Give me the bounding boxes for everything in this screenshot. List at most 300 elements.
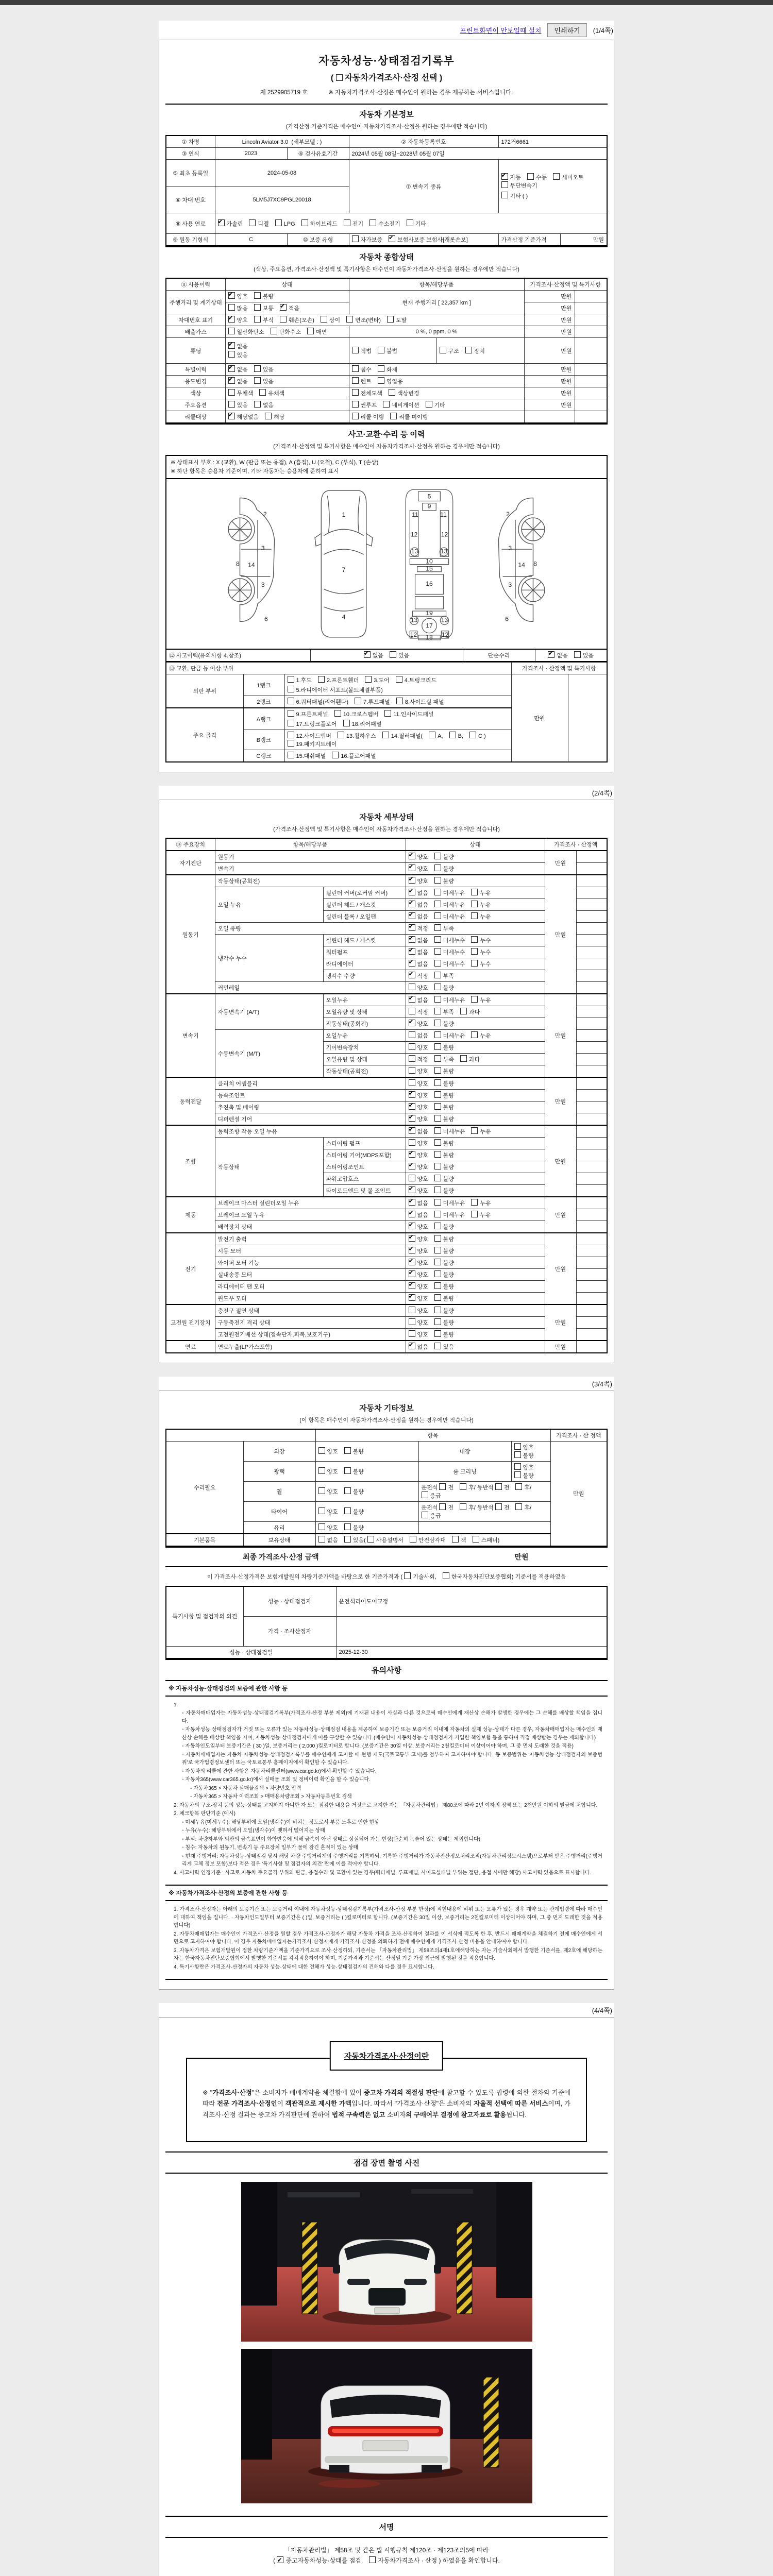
price-entry[interactable] xyxy=(576,1113,607,1126)
price-entry[interactable] xyxy=(576,1209,607,1221)
checkbox-option[interactable] xyxy=(409,853,428,861)
checkbox-option[interactable] xyxy=(228,377,248,385)
checkbox-option[interactable] xyxy=(387,316,407,324)
checkbox[interactable] xyxy=(434,901,441,907)
checkbox-option[interactable] xyxy=(434,1187,454,1195)
checkbox-option[interactable] xyxy=(280,304,299,312)
checkbox[interactable] xyxy=(471,960,478,967)
checkbox[interactable] xyxy=(409,1223,415,1229)
checkbox[interactable] xyxy=(434,984,441,990)
checkbox[interactable] xyxy=(254,401,261,408)
option-entry[interactable] xyxy=(575,399,607,411)
checkbox[interactable] xyxy=(471,948,478,955)
checkbox[interactable] xyxy=(396,698,403,704)
price-entry[interactable] xyxy=(576,1185,607,1197)
checkbox-option[interactable] xyxy=(434,1235,454,1243)
checkbox[interactable] xyxy=(409,1211,415,1217)
checkbox[interactable] xyxy=(228,292,235,299)
checkbox-option[interactable] xyxy=(434,948,465,956)
checkbox-option[interactable] xyxy=(288,698,349,706)
checkbox-option[interactable] xyxy=(343,720,382,728)
checkbox-option[interactable] xyxy=(271,328,301,336)
checkbox-option[interactable] xyxy=(434,1127,465,1136)
checkbox-option[interactable] xyxy=(336,71,438,83)
vin-mark-entry[interactable] xyxy=(575,314,607,326)
checkbox-option[interactable] xyxy=(409,1008,428,1016)
checkbox-option[interactable] xyxy=(352,347,372,355)
checkbox-option[interactable] xyxy=(254,292,274,300)
checkbox[interactable] xyxy=(343,720,350,726)
checkbox-option[interactable] xyxy=(434,1115,454,1123)
checkbox[interactable] xyxy=(334,710,341,717)
checkbox-option[interactable] xyxy=(409,1187,428,1195)
checkbox[interactable] xyxy=(434,936,441,943)
checkbox[interactable] xyxy=(228,328,235,334)
checkbox[interactable] xyxy=(471,1127,478,1134)
checkbox[interactable] xyxy=(434,1211,441,1217)
checkbox-option[interactable] xyxy=(318,1507,338,1516)
checkbox-option[interactable] xyxy=(449,732,463,739)
checkbox-option[interactable] xyxy=(439,1503,453,1512)
checkbox-option[interactable] xyxy=(434,1307,454,1315)
rank-entry[interactable] xyxy=(568,674,607,762)
checkbox[interactable] xyxy=(471,1211,478,1217)
checkbox[interactable] xyxy=(429,732,435,738)
checkbox[interactable] xyxy=(228,389,235,396)
checkbox-option[interactable] xyxy=(434,1259,454,1267)
checkbox-option[interactable] xyxy=(249,219,268,228)
checkbox-option[interactable] xyxy=(265,413,284,421)
checkbox[interactable] xyxy=(318,1536,325,1543)
checkbox-option[interactable] xyxy=(514,1471,534,1480)
price-entry[interactable] xyxy=(576,1245,607,1257)
checkbox[interactable] xyxy=(259,389,266,396)
checkbox[interactable] xyxy=(318,1487,325,1494)
checkbox[interactable] xyxy=(409,1020,415,1026)
checkbox-option[interactable] xyxy=(280,316,314,324)
checkbox[interactable] xyxy=(389,235,395,242)
checkbox-option[interactable] xyxy=(332,752,376,760)
checkbox[interactable] xyxy=(228,342,235,349)
checkbox[interactable] xyxy=(434,972,441,978)
checkbox-option[interactable] xyxy=(409,889,428,897)
checkbox-option[interactable] xyxy=(228,413,259,421)
checkbox-option[interactable] xyxy=(429,732,443,739)
checkbox[interactable] xyxy=(434,912,441,919)
checkbox-option[interactable] xyxy=(404,1572,436,1581)
checkbox-option[interactable] xyxy=(409,1330,428,1338)
checkbox[interactable] xyxy=(471,901,478,907)
checkbox[interactable] xyxy=(471,1031,478,1038)
checkbox[interactable] xyxy=(471,1199,478,1206)
checkbox[interactable] xyxy=(271,328,277,334)
price-entry[interactable] xyxy=(576,982,607,994)
checkbox[interactable] xyxy=(409,1318,415,1325)
price-entry[interactable] xyxy=(576,1304,607,1317)
checkbox-option[interactable] xyxy=(344,1536,364,1544)
checkbox-option[interactable] xyxy=(434,1067,454,1075)
checkbox-option[interactable] xyxy=(409,1163,428,1171)
checkbox-option[interactable] xyxy=(495,1483,510,1492)
checkbox-option[interactable] xyxy=(409,1223,428,1231)
checkbox[interactable] xyxy=(378,365,384,372)
checkbox-option[interactable] xyxy=(344,219,363,228)
checkbox-option[interactable] xyxy=(288,740,337,748)
price-entry[interactable] xyxy=(576,1317,607,1329)
price-entry[interactable] xyxy=(576,1161,607,1173)
checkbox-option[interactable] xyxy=(434,877,454,885)
price-entry[interactable] xyxy=(576,1329,607,1341)
checkbox[interactable] xyxy=(301,219,308,226)
checkbox-option[interactable] xyxy=(352,413,384,421)
checkbox[interactable] xyxy=(318,1447,325,1454)
checkbox-option[interactable] xyxy=(254,365,274,374)
checkbox-option[interactable] xyxy=(514,1463,534,1471)
checkbox-option[interactable] xyxy=(434,1008,454,1016)
checkbox[interactable] xyxy=(514,1443,521,1450)
checkbox[interactable] xyxy=(434,1175,441,1181)
checkbox[interactable] xyxy=(352,413,359,419)
checkbox[interactable] xyxy=(288,698,294,704)
checkbox[interactable] xyxy=(473,1536,479,1543)
checkbox[interactable] xyxy=(434,853,441,859)
checkbox[interactable] xyxy=(465,347,472,353)
checkbox[interactable] xyxy=(443,1572,449,1579)
checkbox-option[interactable] xyxy=(254,316,274,324)
checkbox[interactable] xyxy=(471,936,478,943)
checkbox[interactable] xyxy=(407,219,413,226)
checkbox-option[interactable] xyxy=(288,752,326,760)
checkbox-option[interactable] xyxy=(514,1443,534,1451)
checkbox[interactable] xyxy=(514,1471,521,1478)
checkbox[interactable] xyxy=(409,1270,415,1277)
checkbox[interactable] xyxy=(280,304,287,311)
price-entry[interactable] xyxy=(576,923,607,935)
checkbox[interactable] xyxy=(434,1163,441,1170)
checkbox[interactable] xyxy=(434,1127,441,1134)
checkbox-option[interactable] xyxy=(434,996,465,1004)
checkbox[interactable] xyxy=(288,752,294,758)
checkbox-option[interactable] xyxy=(275,219,295,227)
checkbox[interactable] xyxy=(434,1103,441,1110)
checkbox-option[interactable] xyxy=(460,1008,480,1016)
checkbox[interactable] xyxy=(254,377,261,384)
checkbox-option[interactable] xyxy=(396,698,444,706)
checkbox[interactable] xyxy=(378,377,384,384)
checkbox[interactable] xyxy=(228,351,235,358)
checkbox-option[interactable] xyxy=(228,401,248,409)
checkbox[interactable] xyxy=(409,1115,415,1122)
price-entry[interactable] xyxy=(576,1257,607,1269)
checkbox[interactable] xyxy=(434,1043,441,1050)
checkbox-option[interactable] xyxy=(471,1211,491,1219)
price-entry[interactable] xyxy=(576,1030,607,1042)
checkbox-option[interactable] xyxy=(409,984,428,992)
checkbox-option[interactable] xyxy=(409,1259,428,1267)
checkbox[interactable] xyxy=(434,1294,441,1301)
price-entry[interactable] xyxy=(576,946,607,958)
checkbox-option[interactable] xyxy=(409,1127,428,1136)
checkbox-option[interactable] xyxy=(553,173,584,181)
checkbox[interactable] xyxy=(439,1503,446,1510)
checkbox-option[interactable] xyxy=(409,1270,428,1279)
checkbox-option[interactable] xyxy=(369,2555,441,2566)
checkbox-option[interactable] xyxy=(228,351,346,359)
checkbox-option[interactable] xyxy=(228,365,248,374)
checkbox[interactable] xyxy=(389,389,395,396)
checkbox-option[interactable] xyxy=(574,651,594,659)
checkbox-option[interactable] xyxy=(409,1343,428,1351)
checkbox-option[interactable] xyxy=(548,651,567,659)
price-entry[interactable] xyxy=(576,1341,607,1353)
checkbox[interactable] xyxy=(352,389,359,396)
checkbox[interactable] xyxy=(254,304,261,311)
checkbox[interactable] xyxy=(288,720,294,726)
checkbox-option[interactable] xyxy=(352,235,383,244)
checkbox-option[interactable] xyxy=(465,347,485,355)
recall-entry[interactable] xyxy=(575,411,607,423)
price-entry[interactable] xyxy=(576,1233,607,1245)
checkbox[interactable] xyxy=(318,676,325,683)
checkbox-option[interactable] xyxy=(514,1451,534,1460)
checkbox-option[interactable] xyxy=(367,1536,404,1544)
checkbox-option[interactable] xyxy=(396,676,436,684)
checkbox[interactable] xyxy=(514,1451,521,1458)
checkbox[interactable] xyxy=(434,1115,441,1122)
checkbox[interactable] xyxy=(254,365,261,372)
price-entry[interactable] xyxy=(576,1149,607,1161)
checkbox[interactable] xyxy=(409,1055,415,1062)
checkbox[interactable] xyxy=(426,401,432,408)
checkbox[interactable] xyxy=(218,219,225,226)
checkbox-option[interactable] xyxy=(471,960,491,968)
print-button[interactable]: 인쇄하기 xyxy=(547,23,586,37)
checkbox-option[interactable] xyxy=(501,192,528,200)
checkbox-option[interactable] xyxy=(501,173,521,181)
checkbox[interactable] xyxy=(440,347,446,353)
price-entry[interactable] xyxy=(576,1269,607,1281)
price-entry[interactable] xyxy=(576,1065,607,1078)
checkbox[interactable] xyxy=(280,316,287,323)
checkbox-option[interactable] xyxy=(409,912,428,921)
checkbox-option[interactable] xyxy=(409,1211,428,1219)
price-entry[interactable] xyxy=(576,1197,607,1209)
checkbox-option[interactable] xyxy=(352,377,372,385)
checkbox-option[interactable] xyxy=(378,347,397,355)
checkbox[interactable] xyxy=(355,698,361,704)
checkbox[interactable] xyxy=(409,1031,415,1038)
checkbox-option[interactable] xyxy=(277,2555,363,2566)
mileage-entry1[interactable] xyxy=(575,291,607,302)
checkbox-option[interactable] xyxy=(439,1483,453,1492)
special-entry[interactable] xyxy=(575,364,607,376)
checkbox[interactable] xyxy=(410,1536,416,1543)
checkbox[interactable] xyxy=(471,912,478,919)
checkbox-option[interactable] xyxy=(460,1055,480,1063)
price-entry[interactable] xyxy=(576,1077,607,1090)
checkbox-option[interactable] xyxy=(378,365,397,374)
price-entry[interactable] xyxy=(576,1125,607,1138)
checkbox[interactable] xyxy=(501,173,508,180)
price-entry[interactable] xyxy=(576,899,607,911)
checkbox-option[interactable] xyxy=(434,1175,454,1183)
checkbox[interactable] xyxy=(434,1343,441,1349)
checkbox-option[interactable] xyxy=(434,1223,454,1231)
checkbox[interactable] xyxy=(409,1187,415,1193)
checkbox[interactable] xyxy=(409,1235,415,1242)
checkbox[interactable] xyxy=(318,1467,325,1474)
checkbox[interactable] xyxy=(409,877,415,884)
checkbox[interactable] xyxy=(409,1139,415,1146)
checkbox[interactable] xyxy=(471,996,478,1003)
price-entry[interactable] xyxy=(576,958,607,970)
checkbox-option[interactable] xyxy=(422,1512,441,1520)
checkbox-option[interactable] xyxy=(434,912,465,921)
checkbox-option[interactable] xyxy=(288,732,331,740)
checkbox-option[interactable] xyxy=(365,676,389,684)
price-entry[interactable] xyxy=(576,935,607,946)
checkbox[interactable] xyxy=(288,732,294,738)
checkbox-option[interactable] xyxy=(318,1487,338,1496)
checkbox[interactable] xyxy=(249,219,256,226)
checkbox-option[interactable] xyxy=(434,1270,454,1279)
checkbox-option[interactable] xyxy=(259,389,284,397)
checkbox-option[interactable] xyxy=(301,219,338,228)
checkbox-option[interactable] xyxy=(409,1151,428,1159)
checkbox-option[interactable] xyxy=(527,173,547,181)
checkbox[interactable] xyxy=(434,996,441,1003)
checkbox[interactable] xyxy=(460,1055,467,1062)
checkbox[interactable] xyxy=(515,1483,522,1490)
checkbox-option[interactable] xyxy=(471,912,491,921)
checkbox[interactable] xyxy=(527,173,534,180)
price-entry[interactable] xyxy=(576,1090,607,1101)
checkbox-option[interactable] xyxy=(389,235,468,244)
checkbox-option[interactable] xyxy=(254,304,274,312)
checkbox-option[interactable] xyxy=(318,1467,338,1476)
checkbox-option[interactable] xyxy=(434,984,454,992)
checkbox[interactable] xyxy=(364,651,371,658)
price-entry[interactable] xyxy=(576,1221,607,1233)
checkbox-option[interactable] xyxy=(434,1151,454,1159)
checkbox[interactable] xyxy=(460,1008,467,1014)
checkbox-option[interactable] xyxy=(434,1211,465,1219)
checkbox[interactable] xyxy=(409,1163,415,1170)
checkbox[interactable] xyxy=(434,1199,441,1206)
checkbox-option[interactable] xyxy=(344,1467,364,1476)
checkbox-option[interactable] xyxy=(409,996,428,1004)
checkbox[interactable] xyxy=(409,996,415,1003)
checkbox-option[interactable] xyxy=(318,1523,338,1532)
checkbox[interactable] xyxy=(434,1330,441,1337)
checkbox[interactable] xyxy=(422,1512,428,1518)
price-entry[interactable] xyxy=(576,1101,607,1113)
checkbox[interactable] xyxy=(409,1247,415,1253)
checkbox[interactable] xyxy=(434,1020,441,1026)
checkbox-option[interactable] xyxy=(434,1043,454,1052)
checkbox[interactable] xyxy=(352,347,359,353)
checkbox-option[interactable] xyxy=(288,676,312,684)
checkbox[interactable] xyxy=(434,1259,441,1265)
checkbox[interactable] xyxy=(352,377,359,384)
checkbox[interactable] xyxy=(318,1523,325,1530)
checkbox-option[interactable] xyxy=(409,1282,428,1291)
checkbox-option[interactable] xyxy=(352,389,383,397)
price-entry[interactable] xyxy=(576,1281,607,1293)
checkbox-option[interactable] xyxy=(409,1139,428,1147)
checkbox-option[interactable] xyxy=(409,1294,428,1302)
checkbox-option[interactable] xyxy=(369,219,400,228)
checkbox[interactable] xyxy=(409,1282,415,1289)
checkbox[interactable] xyxy=(367,1536,374,1543)
checkbox-option[interactable] xyxy=(443,1572,514,1581)
checkbox-option[interactable] xyxy=(378,377,403,385)
checkbox[interactable] xyxy=(434,960,441,967)
checkbox-option[interactable] xyxy=(344,1523,364,1532)
checkbox-option[interactable] xyxy=(228,389,254,397)
checkbox[interactable] xyxy=(254,292,261,299)
checkbox[interactable] xyxy=(409,972,415,978)
checkbox[interactable] xyxy=(434,1067,441,1074)
checkbox[interactable] xyxy=(352,235,359,242)
checkbox-option[interactable] xyxy=(409,924,428,933)
checkbox[interactable] xyxy=(384,710,391,717)
color-entry[interactable] xyxy=(575,387,607,399)
checkbox-option[interactable] xyxy=(434,1318,454,1327)
checkbox-option[interactable] xyxy=(434,1247,454,1255)
checkbox-option[interactable] xyxy=(390,413,428,421)
checkbox-option[interactable] xyxy=(471,1127,491,1136)
checkbox[interactable] xyxy=(501,192,508,198)
checkbox[interactable] xyxy=(338,732,344,738)
checkbox-option[interactable] xyxy=(344,1487,364,1496)
checkbox-option[interactable] xyxy=(344,1447,364,1455)
checkbox[interactable] xyxy=(344,1487,351,1494)
checkbox[interactable] xyxy=(434,1187,441,1193)
checkbox[interactable] xyxy=(352,401,359,408)
checkbox[interactable] xyxy=(277,2556,283,2563)
checkbox[interactable] xyxy=(439,1483,446,1490)
checkbox-option[interactable] xyxy=(409,1067,428,1075)
checkbox-option[interactable] xyxy=(409,1115,428,1123)
checkbox-option[interactable] xyxy=(383,401,419,409)
checkbox[interactable] xyxy=(307,328,314,334)
checkbox[interactable] xyxy=(434,1223,441,1229)
checkbox[interactable] xyxy=(434,1235,441,1242)
checkbox-option[interactable] xyxy=(321,316,340,324)
checkbox[interactable] xyxy=(365,676,372,683)
checkbox[interactable] xyxy=(352,365,359,372)
checkbox[interactable] xyxy=(434,1055,441,1062)
checkbox[interactable] xyxy=(369,219,376,226)
checkbox-option[interactable] xyxy=(434,1163,454,1171)
checkbox-option[interactable] xyxy=(318,676,359,684)
checkbox[interactable] xyxy=(434,1282,441,1289)
checkbox[interactable] xyxy=(574,651,581,658)
checkbox-option[interactable] xyxy=(515,1503,530,1512)
checkbox[interactable] xyxy=(404,1572,411,1579)
checkbox-option[interactable] xyxy=(409,948,428,956)
checkbox-option[interactable] xyxy=(460,1483,474,1492)
checkbox[interactable] xyxy=(409,1294,415,1301)
checkbox[interactable] xyxy=(434,1139,441,1146)
checkbox-option[interactable] xyxy=(409,865,428,873)
checkbox[interactable] xyxy=(344,1467,351,1474)
checkbox-option[interactable] xyxy=(434,889,465,897)
checkbox[interactable] xyxy=(409,1043,415,1050)
checkbox-option[interactable] xyxy=(384,710,433,718)
checkbox[interactable] xyxy=(501,181,508,188)
